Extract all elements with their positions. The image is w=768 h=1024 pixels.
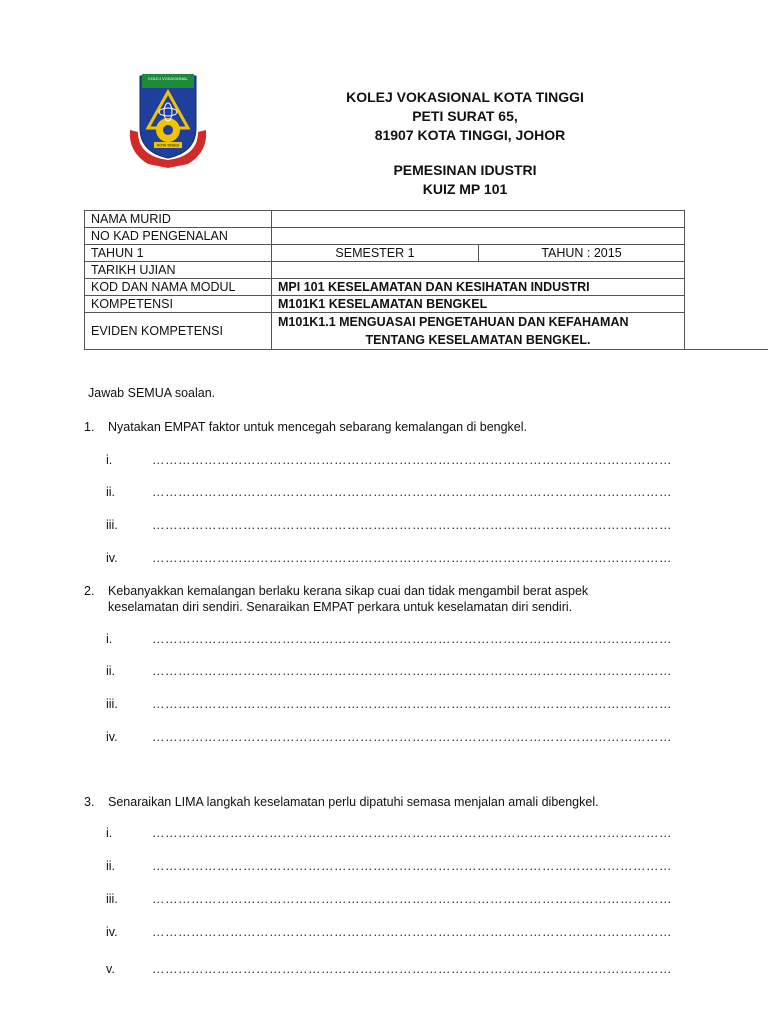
tahun-year-cell: TAHUN : 2015 [479, 245, 685, 262]
semester-cell: SEMESTER 1 [272, 245, 479, 262]
quiz-title: KUIZ MP 101 [422, 181, 508, 197]
document-header [300, 88, 630, 199]
tarikh-field[interactable] [272, 262, 685, 279]
nama-murid-field[interactable] [272, 211, 685, 228]
answer-dots: ………………………………………………………………………………………………………… [152, 485, 672, 499]
answer-index: iii. [106, 892, 118, 906]
college-crest-logo [126, 72, 210, 168]
answer-index: ii. [106, 485, 116, 499]
question-text: Nyatakan EMPAT faktor untuk mencegah sebarang kemalangan di bengkel. [108, 420, 528, 434]
tahun-label: TAHUN 1 [85, 245, 272, 262]
answer-dots: ………………………………………………………………………………………………………… [152, 826, 672, 840]
answer-index: iii. [106, 518, 118, 532]
answer-index: iii. [106, 697, 118, 711]
postal-address: 81907 KOTA TINGGI, JOHOR [374, 127, 566, 143]
tarikh-label: TARIKH UJIAN [85, 262, 272, 279]
eviden-value-line1: M101K1.1 MENGUASAI PENGETAHUAN DAN KEFAHAMAN [278, 315, 629, 329]
answer-index: ii. [106, 859, 116, 873]
answer-index: iv. [106, 551, 118, 565]
answer-dots: ………………………………………………………………………………………………………… [152, 859, 672, 873]
question-1 [84, 419, 684, 435]
logo-top-text: KOLEJ VOKASIONAL [148, 76, 188, 81]
table-outline-extension [685, 349, 768, 350]
question-2 [84, 583, 684, 615]
kompetensi-value: M101K1 KESELAMATAN BENGKEL [272, 296, 685, 313]
kompetensi-label: KOMPETENSI [85, 296, 272, 313]
answer-dots: ………………………………………………………………………………………………………… [152, 453, 672, 467]
answer-index: i. [106, 826, 113, 840]
answer-index: i. [106, 453, 113, 467]
answer-index: ii. [106, 664, 116, 678]
answer-dots: ………………………………………………………………………………………………………… [152, 664, 672, 678]
eviden-label: EVIDEN KOMPETENSI [85, 313, 272, 350]
logo-ribbon-text: KOTA TINGGI [156, 143, 180, 148]
student-info-table [84, 210, 685, 350]
eviden-value [272, 313, 685, 350]
question-text-line2: keselamatan diri sendiri. Senaraikan EMPAT perkara untuk keselamatan diri sendiri. [108, 600, 573, 614]
question-text-line1: Kebanyakkan kemalangan berlaku kerana sikap cuai dan tidak mengambil berat aspek [108, 584, 589, 598]
instructions: Jawab SEMUA soalan. [88, 386, 216, 400]
answer-dots: ………………………………………………………………………………………………………… [152, 925, 672, 939]
answer-dots: ………………………………………………………………………………………………………… [152, 632, 672, 646]
answer-dots: ………………………………………………………………………………………………………… [152, 962, 672, 976]
no-kad-label: NO KAD PENGENALAN [85, 228, 272, 245]
answer-index: iv. [106, 925, 118, 939]
question-text: Senaraikan LIMA langkah keselamatan perlu dipatuhi semasa menjalan amali dibengkel. [108, 795, 599, 809]
answer-dots: ………………………………………………………………………………………………………… [152, 697, 672, 711]
question-number: 3. [84, 795, 95, 809]
eviden-value-line2: TENTANG KESELAMATAN BENGKEL. [365, 333, 591, 347]
answer-dots: ………………………………………………………………………………………………………… [152, 730, 672, 744]
college-name: KOLEJ VOKASIONAL KOTA TINGGI [346, 89, 584, 105]
question-number: 2. [84, 584, 95, 598]
answer-index: iv. [106, 730, 118, 744]
kod-label: KOD DAN NAMA MODUL [85, 279, 272, 296]
answer-index: v. [106, 962, 115, 976]
nama-murid-label: NAMA MURID [85, 211, 272, 228]
answer-index: i. [106, 632, 113, 646]
answer-dots: ………………………………………………………………………………………………………… [152, 518, 672, 532]
answer-dots: ………………………………………………………………………………………………………… [152, 551, 672, 565]
kod-value: MPI 101 KESELAMATAN DAN KESIHATAN INDUSTRI [272, 279, 685, 296]
postal-box: PETI SURAT 65, [412, 108, 518, 124]
answer-dots: ………………………………………………………………………………………………………… [152, 892, 672, 906]
question-number: 1. [84, 420, 95, 434]
no-kad-field[interactable] [272, 228, 685, 245]
question-3 [84, 794, 684, 810]
department-title: PEMESINAN IDUSTRI [393, 162, 537, 178]
